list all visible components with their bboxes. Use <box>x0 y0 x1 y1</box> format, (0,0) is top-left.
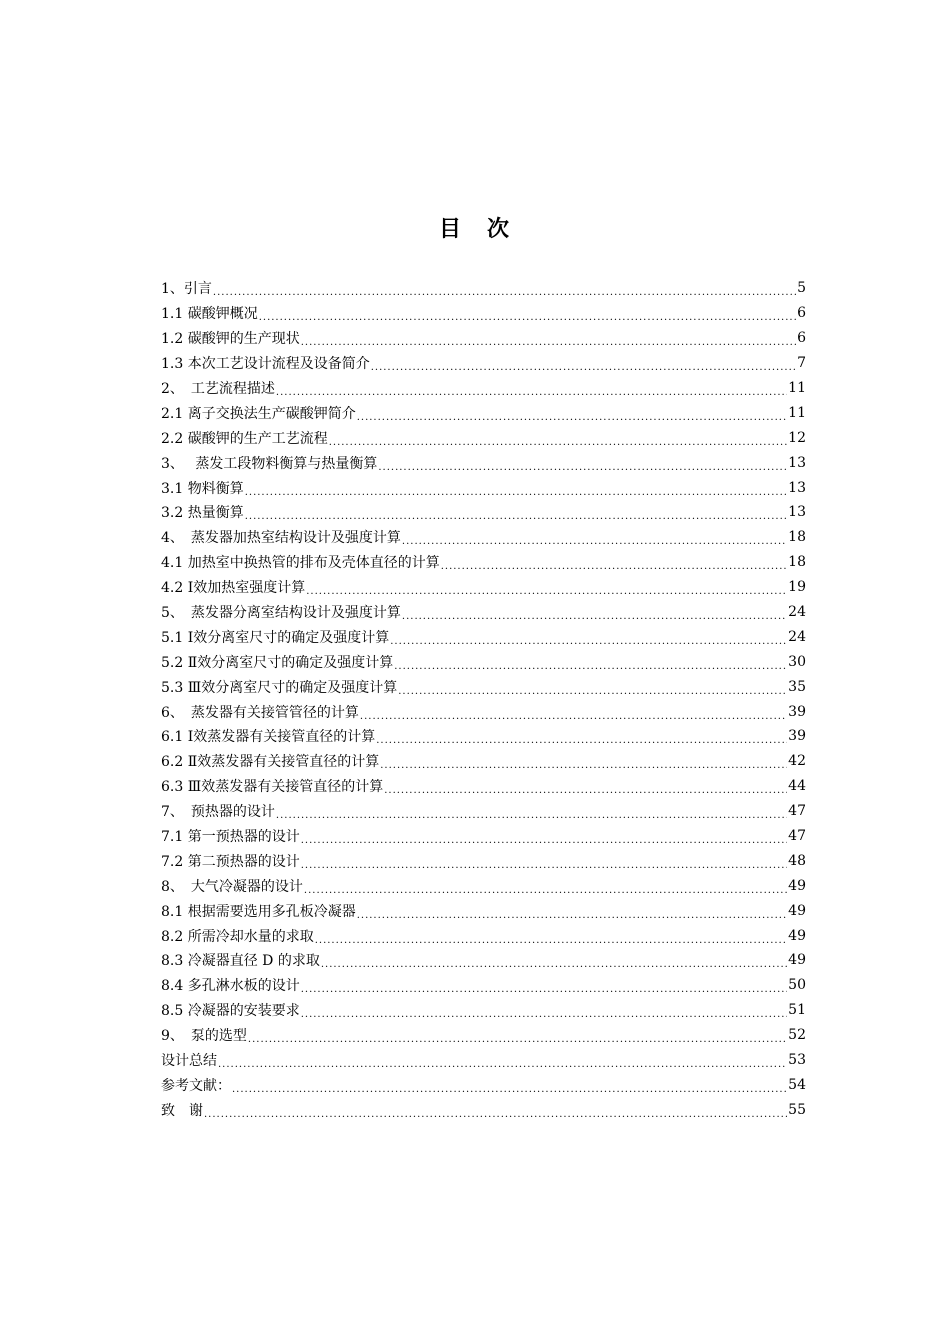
toc-dot-leader <box>378 458 787 474</box>
toc-entry-label: 8.5 冷凝器的安装要求 <box>161 1003 300 1020</box>
toc-entry-label: 6.1 Ⅰ效蒸发器有关接管直径的计算 <box>161 729 376 746</box>
toc-dot-leader <box>371 358 796 374</box>
toc-entry[interactable] <box>161 774 806 799</box>
toc-entry-page-number: 18 <box>788 529 806 546</box>
toc-dot-leader <box>248 1030 787 1046</box>
toc-entry-label: 1.3 本次工艺设计流程及设备简介 <box>161 356 370 373</box>
toc-entry-page-number: 54 <box>788 1076 806 1093</box>
toc-entry-label: 7、 预热器的设计 <box>161 804 275 821</box>
toc-dot-leader <box>213 283 796 299</box>
toc-dot-leader <box>204 1105 787 1121</box>
toc-entry[interactable] <box>161 550 806 575</box>
toc-entry-page-number: 11 <box>788 404 806 421</box>
toc-entry-page-number: 5 <box>797 280 806 297</box>
toc-entry-page-number: 24 <box>788 628 806 645</box>
toc-entry-label: 8.1 根据需要选用多孔板冷凝器 <box>161 903 356 920</box>
toc-dot-leader <box>306 582 787 598</box>
toc-dot-leader <box>360 707 787 723</box>
toc-entry[interactable] <box>161 500 806 525</box>
toc-entry[interactable] <box>161 948 806 973</box>
toc-entry[interactable] <box>161 699 806 724</box>
toc-dot-leader <box>218 1055 787 1071</box>
toc-entry-page-number: 51 <box>788 1002 806 1019</box>
toc-dot-leader <box>259 308 796 324</box>
toc-dot-leader <box>398 682 787 698</box>
toc-entry[interactable] <box>161 400 806 425</box>
toc-entry[interactable] <box>161 649 806 674</box>
toc-entry-page-number: 19 <box>788 579 806 596</box>
toc-entry-page-number: 49 <box>788 902 806 919</box>
toc-entry[interactable] <box>161 600 806 625</box>
toc-entry-label: 1.2 碳酸钾的生产现状 <box>161 331 300 348</box>
toc-entry-label: 3.2 热量衡算 <box>161 505 244 522</box>
toc-entry[interactable] <box>161 326 806 351</box>
toc-dot-leader <box>276 806 787 822</box>
toc-entry-label: 6.3 Ⅲ效蒸发器有关接管直径的计算 <box>161 779 384 796</box>
toc-dot-leader <box>245 483 787 499</box>
toc-entry-page-number: 52 <box>788 1027 806 1044</box>
toc-entry-label: 设计总结 <box>161 1053 217 1070</box>
toc-dot-leader <box>380 756 787 772</box>
toc-entry-label: 8.2 所需冷却水量的求取 <box>161 928 314 945</box>
toc-entry-label: 5.3 Ⅲ效分离室尺寸的确定及强度计算 <box>161 679 398 696</box>
toc-entry-page-number: 30 <box>788 653 806 670</box>
toc-title: 目 次 <box>438 217 511 242</box>
toc-entry-page-number: 18 <box>788 554 806 571</box>
toc-entry-label: 1.1 碳酸钾概况 <box>161 306 258 323</box>
toc-entry-label: 8.4 多孔淋水板的设计 <box>161 978 300 995</box>
toc-entry-label: 致 谢 <box>161 1102 203 1119</box>
toc-entry[interactable] <box>161 749 806 774</box>
toc-dot-leader <box>402 532 787 548</box>
toc-entry[interactable] <box>161 848 806 873</box>
toc-entry[interactable] <box>161 724 806 749</box>
toc-entry-label: 2.2 碳酸钾的生产工艺流程 <box>161 430 328 447</box>
toc-entry[interactable] <box>161 624 806 649</box>
toc-entry-page-number: 42 <box>788 753 806 770</box>
toc-entry-page-number: 53 <box>788 1052 806 1069</box>
toc-entry-page-number: 50 <box>788 977 806 994</box>
toc-entry-page-number: 49 <box>788 877 806 894</box>
toc-entry-page-number: 6 <box>797 305 806 322</box>
toc-entry-page-number: 47 <box>788 803 806 820</box>
toc-entry-page-number: 13 <box>788 454 806 471</box>
toc-entry-label: 参考文献： <box>161 1077 231 1094</box>
toc-entry-page-number: 13 <box>788 479 806 496</box>
toc-entry[interactable] <box>161 923 806 948</box>
toc-entry-page-number: 13 <box>788 504 806 521</box>
toc-entry-label: 4.1 加热室中换热管的排布及壳体直径的计算 <box>161 555 440 572</box>
toc-entry[interactable] <box>161 525 806 550</box>
toc-entry-page-number: 48 <box>788 852 806 869</box>
toc-dot-leader <box>321 955 787 971</box>
toc-entry-label: 7.1 第一预热器的设计 <box>161 829 300 846</box>
toc-entry[interactable] <box>161 475 806 500</box>
toc-entry-label: 5、 蒸发器分离室结构设计及强度计算 <box>161 605 401 622</box>
table-of-contents <box>161 276 806 1122</box>
toc-entry-page-number: 49 <box>788 952 806 969</box>
toc-entry-label: 8、 大气冷凝器的设计 <box>161 878 303 895</box>
toc-entry-label: 9、 泵的选型 <box>161 1028 247 1045</box>
toc-dot-leader <box>301 856 787 872</box>
toc-dot-leader <box>304 881 787 897</box>
toc-entry-page-number: 49 <box>788 927 806 944</box>
toc-entry-page-number: 7 <box>797 355 806 372</box>
toc-entry[interactable] <box>161 1048 806 1073</box>
toc-entry-label: 7.2 第二预热器的设计 <box>161 853 300 870</box>
toc-entry[interactable] <box>161 351 806 376</box>
toc-entry[interactable] <box>161 301 806 326</box>
toc-dot-leader <box>394 657 787 673</box>
toc-entry[interactable] <box>161 873 806 898</box>
toc-entry-label: 4、 蒸发器加热室结构设计及强度计算 <box>161 530 401 547</box>
toc-entry-page-number: 12 <box>788 429 806 446</box>
toc-entry-page-number: 24 <box>788 604 806 621</box>
toc-entry-page-number: 44 <box>788 778 806 795</box>
toc-dot-leader <box>276 383 787 399</box>
toc-entry[interactable] <box>161 425 806 450</box>
toc-dot-leader <box>301 831 787 847</box>
toc-dot-leader <box>301 980 787 996</box>
toc-entry[interactable] <box>161 799 806 824</box>
toc-entry[interactable] <box>161 1097 806 1122</box>
toc-entry-label: 2.1 离子交换法生产碳酸钾简介 <box>161 405 356 422</box>
toc-entry-label: 5.1 Ⅰ效分离室尺寸的确定及强度计算 <box>161 629 390 646</box>
toc-entry-label: 8.3 冷凝器直径 D 的求取 <box>161 953 320 970</box>
toc-dot-leader <box>301 333 796 349</box>
toc-entry-label: 6.2 Ⅱ效蒸发器有关接管直径的计算 <box>161 754 380 771</box>
toc-dot-leader <box>301 1005 787 1021</box>
toc-entry[interactable] <box>161 1073 806 1098</box>
toc-entry-page-number: 55 <box>788 1101 806 1118</box>
toc-entry-page-number: 47 <box>788 828 806 845</box>
toc-entry-page-number: 39 <box>788 703 806 720</box>
toc-dot-leader <box>357 408 787 424</box>
toc-dot-leader <box>390 632 787 648</box>
toc-entry-label: 3.1 物料衡算 <box>161 480 244 497</box>
toc-entry[interactable] <box>161 276 806 301</box>
toc-dot-leader <box>329 433 787 449</box>
toc-entry-label: 5.2 Ⅱ效分离室尺寸的确定及强度计算 <box>161 654 394 671</box>
toc-entry-page-number: 6 <box>797 330 806 347</box>
toc-entry-label: 4.2 Ⅰ效加热室强度计算 <box>161 580 306 597</box>
toc-dot-leader <box>357 906 787 922</box>
toc-entry-label: 3、 蒸发工段物料衡算与热量衡算 <box>161 455 378 472</box>
toc-entry-label: 1、引言 <box>161 281 212 298</box>
toc-entry[interactable] <box>161 1023 806 1048</box>
toc-dot-leader <box>232 1080 787 1096</box>
toc-entry-page-number: 11 <box>788 380 806 396</box>
toc-entry-label: 2、 工艺流程描述 <box>161 381 275 397</box>
toc-entry[interactable] <box>161 450 806 475</box>
toc-dot-leader <box>384 781 787 797</box>
toc-entry[interactable] <box>161 376 806 401</box>
toc-entry[interactable] <box>161 973 806 998</box>
toc-entry[interactable] <box>161 575 806 600</box>
toc-dot-leader <box>315 931 787 947</box>
toc-dot-leader <box>402 607 787 623</box>
toc-dot-leader <box>441 557 787 573</box>
toc-entry[interactable] <box>161 674 806 699</box>
toc-entry[interactable] <box>161 824 806 849</box>
toc-entry-label: 6、 蒸发器有关接管管径的计算 <box>161 704 359 721</box>
toc-entry-page-number: 39 <box>788 728 806 745</box>
toc-entry[interactable] <box>161 998 806 1023</box>
toc-entry[interactable] <box>161 898 806 923</box>
toc-dot-leader <box>376 731 787 747</box>
toc-entry-page-number: 35 <box>788 678 806 695</box>
toc-dot-leader <box>245 507 787 523</box>
